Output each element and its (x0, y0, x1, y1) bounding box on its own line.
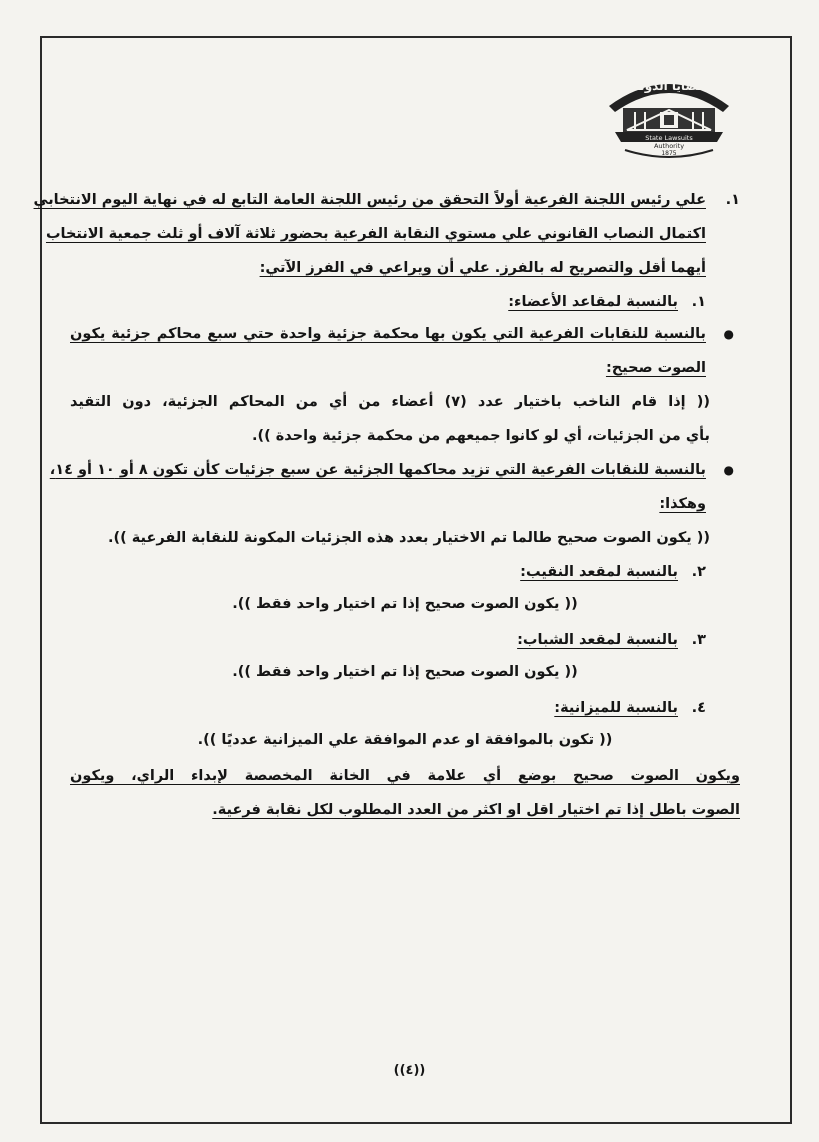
logo-english-2: Authority (653, 142, 685, 150)
section-budget-quote: (( تكون بالموافقة او عدم الموافقة علي الميزانية عدديًا )). (197, 732, 613, 748)
intro-paragraph (33, 190, 740, 278)
logo-year-arabic: ١٨٧٥ (658, 95, 680, 105)
bullet-two (49, 460, 740, 514)
intro-line-2: اكتمال النصاب القانوني علي مستوي النقابة الفرعية بحضور ثلاثة آلاف أو ثلث جمعية الانتخاب (45, 226, 706, 242)
bullet-one-quote-1: (( إذا قام الناخب باختيار عدد (٧) أعضاء من أي من المحاكم الجزئية، دون التقيد (70, 394, 710, 410)
bullet-dot-icon: ● (723, 463, 734, 477)
section-naqib-number: ٢. (691, 564, 706, 580)
document-body (33, 190, 740, 834)
intro-line-1: علي رئيس اللجنة الفرعية أولاً التحقق من رئيس اللجنة العامة التابع له في نهاية اليوم الانتخابي (33, 192, 706, 208)
bullet-dot-icon: ● (723, 327, 734, 341)
intro-number: ١. (725, 192, 740, 208)
section-youth-quote: (( يكون الصوت صحيح إذا تم اختيار واحد فقط )). (232, 664, 578, 680)
section-naqib-quote: (( يكون الصوت صحيح إذا تم اختيار واحد فقط )). (232, 596, 578, 612)
bullet-two-line-2: وهكذا: (659, 496, 706, 512)
section-budget-number: ٤. (691, 700, 706, 716)
state-lawsuits-authority-logo (605, 68, 733, 160)
intro-line-3: أيهما أقل والتصريح له بالفرز. علي أن ويراعي في الفرز الآتي: (259, 260, 706, 276)
bullet-two-line-1: بالنسبة للنقابات الفرعية التي تزيد محاكمها الجزئية عن سبع جزئيات كأن تكون ٨ أو ١٠ أو ١٤، (49, 462, 706, 478)
bullet-one-line-2: الصوت صحيح: (605, 360, 706, 376)
logo-english-year: 1875 (661, 150, 677, 157)
closing-line-1: ويكون الصوت صحيح بوضع أي علامة في الخانة المخصصة لإبداء الراي، ويكون (70, 768, 740, 784)
section-members-number: ١. (691, 294, 706, 310)
section-youth-heading (70, 630, 740, 650)
bullet-one-quote-2: بأي من الجزئيات، أي لو كانوا جميعهم من محكمة جزئية واحدة )). (251, 428, 710, 444)
section-naqib-title: بالنسبة لمقعد النقيب: (520, 564, 678, 580)
section-members-heading (70, 292, 740, 312)
section-members-title: بالنسبة لمقاعد الأعضاء: (508, 294, 678, 310)
logo-english-1: State Lawsuits (645, 134, 693, 142)
section-youth-title: بالنسبة لمقعد الشباب: (517, 632, 678, 648)
section-youth-number: ٣. (691, 632, 706, 648)
logo-arabic-text: قضايا الدولة (632, 79, 706, 93)
section-naqib-heading (70, 562, 740, 582)
closing-line-2: الصوت باطل إذا تم اختيار اقل او اكثر من العدد المطلوب لكل نقابة فرعية. (212, 802, 740, 818)
bullet-one (70, 324, 740, 378)
bullet-two-quote: (( يكون الصوت صحيح طالما تم الاختيار بعدد هذه الجزئيات المكونة للنقابة الفرعية )). (107, 530, 710, 546)
bullet-one-line-1: بالنسبة للنقابات الفرعية التي يكون بها محكمة جزئية واحدة حتي سبع محاكم جزئية يكون (70, 326, 706, 342)
page-number: ((٤)) (393, 1063, 426, 1078)
section-budget-heading (70, 698, 740, 718)
section-budget-title: بالنسبة للميزانية: (554, 700, 678, 716)
closing-paragraph (70, 766, 740, 820)
